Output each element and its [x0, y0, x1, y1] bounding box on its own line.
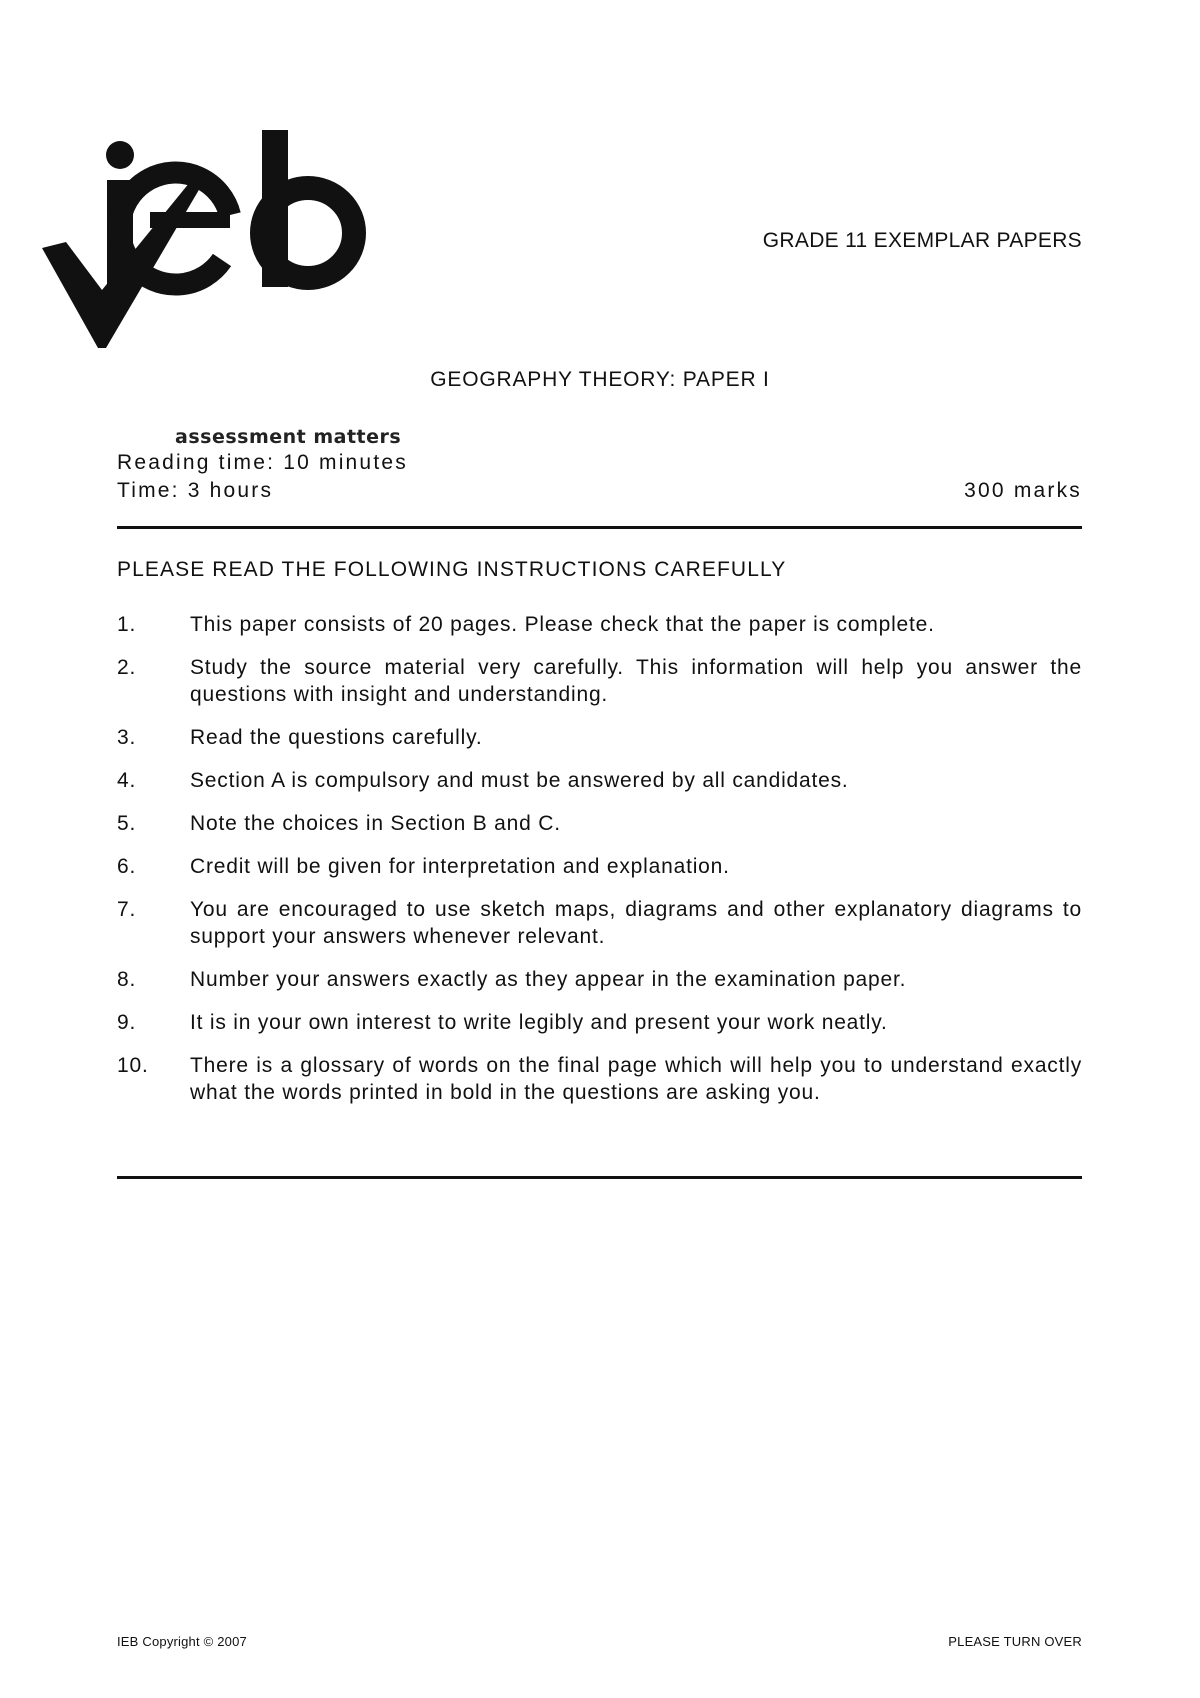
timing-block — [117, 449, 1082, 505]
list-item — [117, 767, 1082, 794]
exam-time: Time: 3 hours — [117, 479, 274, 502]
total-marks: 300 marks — [964, 479, 1082, 502]
copyright-notice: IEB Copyright © 2007 — [117, 1634, 247, 1649]
grade-label: GRADE 11 EXEMPLAR PAPERS — [762, 229, 1082, 252]
list-item — [117, 1052, 1082, 1106]
paper-title: GEOGRAPHY THEORY: PAPER I — [430, 368, 770, 391]
item-number: 10. — [117, 1054, 149, 1077]
item-text: Credit will be given for interpretation and explanation. — [190, 855, 730, 878]
item-text: Number your answers exactly as they appear in the examination paper. — [190, 968, 907, 991]
item-number: 8. — [117, 968, 137, 991]
turn-over-notice: PLEASE TURN OVER — [948, 1634, 1082, 1649]
list-item — [117, 1009, 1082, 1036]
list-item — [117, 654, 1082, 708]
item-text: You are encouraged to use sketch maps, diagrams and other explanatory diagrams to support your answers whenever relevant. — [190, 898, 1082, 948]
ieb-logo-mark — [40, 130, 380, 360]
item-text: There is a glossary of words on the final page which will help you to understand exactly what the words printed in bold in the questions are asking you. — [190, 1054, 1082, 1104]
top-divider — [117, 526, 1082, 529]
time-marks-row — [117, 477, 1082, 505]
item-number: 3. — [117, 726, 137, 749]
item-text: Note the choices in Section B and C. — [190, 812, 561, 835]
item-number: 5. — [117, 812, 137, 835]
logo-tagline: assessment matters — [175, 426, 402, 448]
list-item — [117, 966, 1082, 993]
bottom-divider — [117, 1176, 1082, 1179]
instructions-heading: PLEASE READ THE FOLLOWING INSTRUCTIONS CAREFULLY — [117, 558, 787, 581]
item-text: It is in your own interest to write legibly and present your work neatly. — [190, 1011, 888, 1034]
item-text: Section A is compulsory and must be answered by all candidates. — [190, 769, 849, 792]
item-text: This paper consists of 20 pages. Please check that the paper is complete. — [190, 613, 935, 636]
list-item — [117, 810, 1082, 837]
item-number: 9. — [117, 1011, 137, 1034]
list-item — [117, 853, 1082, 880]
reading-time-row — [117, 449, 1082, 477]
item-text: Study the source material very carefully. This information will help you answer the questions with insight and understanding. — [190, 656, 1082, 706]
item-number: 4. — [117, 769, 137, 792]
list-item — [117, 724, 1082, 751]
list-item — [117, 611, 1082, 638]
item-text: Read the questions carefully. — [190, 726, 483, 749]
item-number: 7. — [117, 898, 137, 921]
list-item — [117, 896, 1082, 950]
reading-time: Reading time: 10 minutes — [117, 451, 408, 474]
instructions-list — [117, 611, 1082, 1122]
item-number: 2. — [117, 656, 137, 679]
ieb-logo — [40, 130, 402, 448]
item-number: 6. — [117, 855, 137, 878]
item-number: 1. — [117, 613, 137, 636]
